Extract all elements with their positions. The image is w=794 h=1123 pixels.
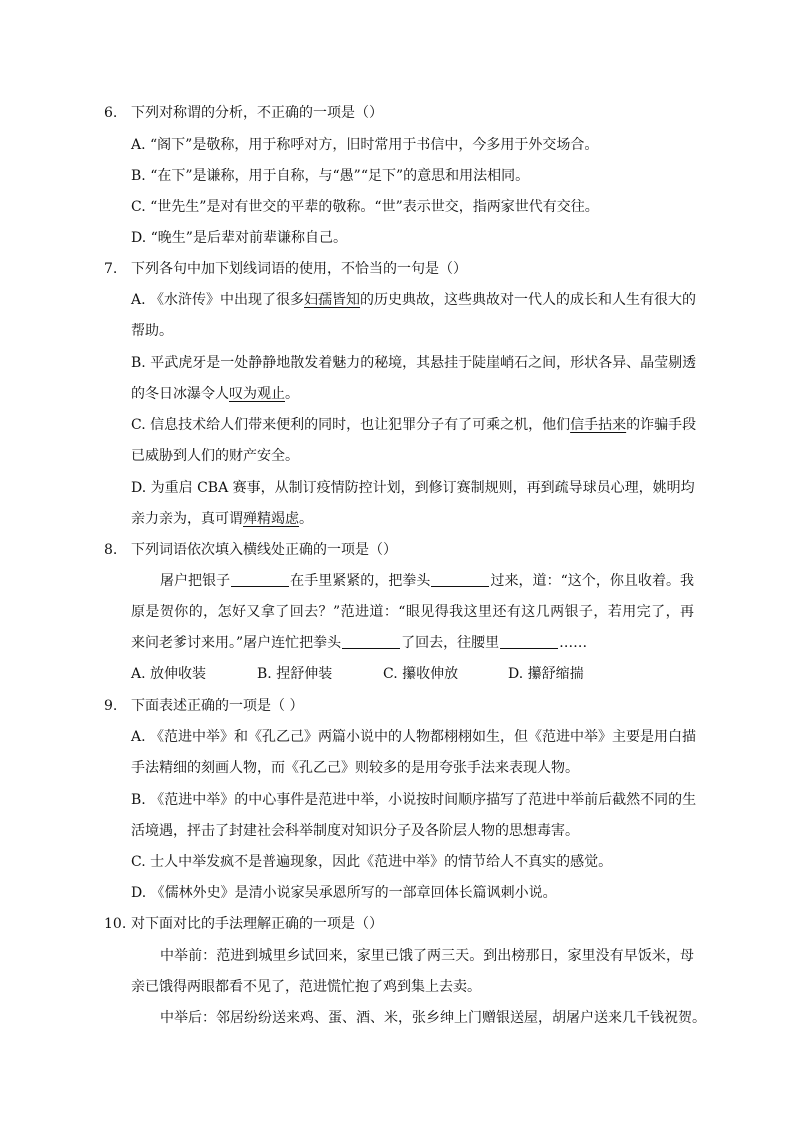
underlined-term: 妇孺皆知 xyxy=(304,292,361,308)
question-stem: 下列各句中加下划线词语的使用，不恰当的一句是（） xyxy=(131,261,467,277)
option-text: 。 xyxy=(285,386,299,402)
passage-line-3 xyxy=(131,631,587,655)
question-number: 10. xyxy=(104,916,127,932)
option-c-line-2: 已威胁到人们的财产安全。 xyxy=(131,448,299,464)
underlined-term: 叹为观止 xyxy=(229,386,285,402)
option-a: A. 放伸收装 xyxy=(131,666,207,682)
option-a-line-2: 手法精细的刻画人物，而《孔乙己》则较多的是用夸张手法来表现人物。 xyxy=(131,760,579,776)
option-text: 亲力亲为，真可谓 xyxy=(131,511,243,527)
option-a-line-1 xyxy=(131,288,697,312)
answer-options xyxy=(0,662,794,686)
passage-line-2: 原是贺你的，怎好又拿了回去？”范进道：“眼见得我这里还有这几两银子，若用完了，再 xyxy=(131,604,694,620)
option-b-line-2: 活境遇，抨击了封建社会科举制度对知识分子及各阶层人物的思想毒害。 xyxy=(131,823,579,839)
fill-blank xyxy=(342,634,400,649)
passage-text: 在手里紧紧的，把拳头 xyxy=(290,573,431,589)
option-b-line-1: B. 《范进中举》的中心事件是范进中举，小说按时间顺序描写了范进中举前后截然不同的生 xyxy=(131,792,697,808)
underlined-term: 信手拈来 xyxy=(570,417,627,433)
fill-blank xyxy=(431,572,489,587)
option-d-line-2 xyxy=(131,507,313,531)
passage-line-1 xyxy=(160,569,694,593)
question-stem: 下列词语依次填入横线处正确的一项是（） xyxy=(131,542,397,558)
option-d-line-1: D. 为重启 CBA 赛事，从制订疫情防控计划，到修订赛制规则，再到疏导球员心理，姚明均 xyxy=(131,480,695,496)
option-text: 的诈骗手段 xyxy=(626,417,697,433)
option-text: C. 信息技术给人们带来便利的同时，也让犯罪分子有了可乘之机，他们 xyxy=(131,417,571,433)
question-number: 8. xyxy=(104,542,118,558)
passage-line-1: 中举前：范进到城里乡试回来，家里已饿了两三天。到出榜那日，家里没有早饭米，母 xyxy=(160,948,694,964)
option-b-line-1: B. 平武虎牙是一处静静地散发着魅力的秘境，其悬挂于陡崖峭石之间，形状各异、晶莹剔透 xyxy=(131,355,697,371)
underlined-term: 殚精竭虑 xyxy=(243,511,299,527)
option-d: D. 《儒林外史》是清小说家吴承恩所写的一部章回体长篇讽刺小说。 xyxy=(131,885,557,901)
question-number: 6. xyxy=(104,105,118,121)
passage-text: 屠户把银子 xyxy=(160,573,231,589)
option-c: C. 士人中举发疯不是普遍现象，因此《范进中举》的情节给人不真实的感觉。 xyxy=(131,854,613,870)
option-text: 的历史典故，这些典故对一代人的成长和人生有很大的 xyxy=(360,292,697,308)
fill-blank xyxy=(231,572,289,587)
passage-text: 过来，道：“这个，你且收着。我 xyxy=(490,573,694,589)
option-text: 的冬日冰瀑令人 xyxy=(131,386,229,402)
question-number: 9. xyxy=(104,698,118,714)
passage-text: 来问老爹讨来用。”屠户连忙把拳头 xyxy=(131,635,342,651)
option-text: A. 《水浒传》中出现了很多 xyxy=(131,292,305,308)
option-b: B. 捏舒伸装 xyxy=(257,666,333,682)
option-c: C. “世先生”是对有世交的平辈的敬称。“世”表示世交，指两家世代有交往。 xyxy=(131,199,599,215)
option-b: B. “在下”是谦称，用于自称，与“愚”“足下”的意思和用法相同。 xyxy=(131,168,530,184)
question-stem: 对下面对比的手法理解正确的一项是（） xyxy=(131,916,383,932)
option-c: C. 攥收伸放 xyxy=(383,666,459,682)
option-d: D. “晚生”是后辈对前辈谦称自己。 xyxy=(131,230,347,246)
option-text: 。 xyxy=(299,511,313,527)
passage-text: …… xyxy=(559,635,588,651)
passage-text: 了回去，往腰里 xyxy=(401,635,500,651)
fill-blank xyxy=(500,634,558,649)
passage-line-3: 中举后：邻居纷纷送来鸡、蛋、酒、米，张乡绅上门赠银送屋，胡屠户送来几千钱祝贺。 xyxy=(160,1010,706,1026)
option-a-line-1: A. 《范进中举》和《孔乙己》两篇小说中的人物都栩栩如生，但《范进中举》主要是用白描 xyxy=(131,729,697,745)
option-a-line-2: 帮助。 xyxy=(131,323,173,339)
option-a: A. “阁下”是敬称，用于称呼对方，旧时常用于书信中，今多用于外交场合。 xyxy=(131,137,599,153)
question-number: 7. xyxy=(104,261,118,277)
option-d: D. 攥舒缩揣 xyxy=(508,666,584,682)
option-c-line-1 xyxy=(131,413,697,437)
question-stem: 下面表述正确的一项是（ ） xyxy=(131,698,304,714)
option-b-line-2 xyxy=(131,382,299,406)
passage-line-2: 亲已饿得两眼都看不见了，范进慌忙抱了鸡到集上去卖。 xyxy=(131,979,481,995)
question-stem: 下列对称谓的分析，不正确的一项是（） xyxy=(131,105,383,121)
